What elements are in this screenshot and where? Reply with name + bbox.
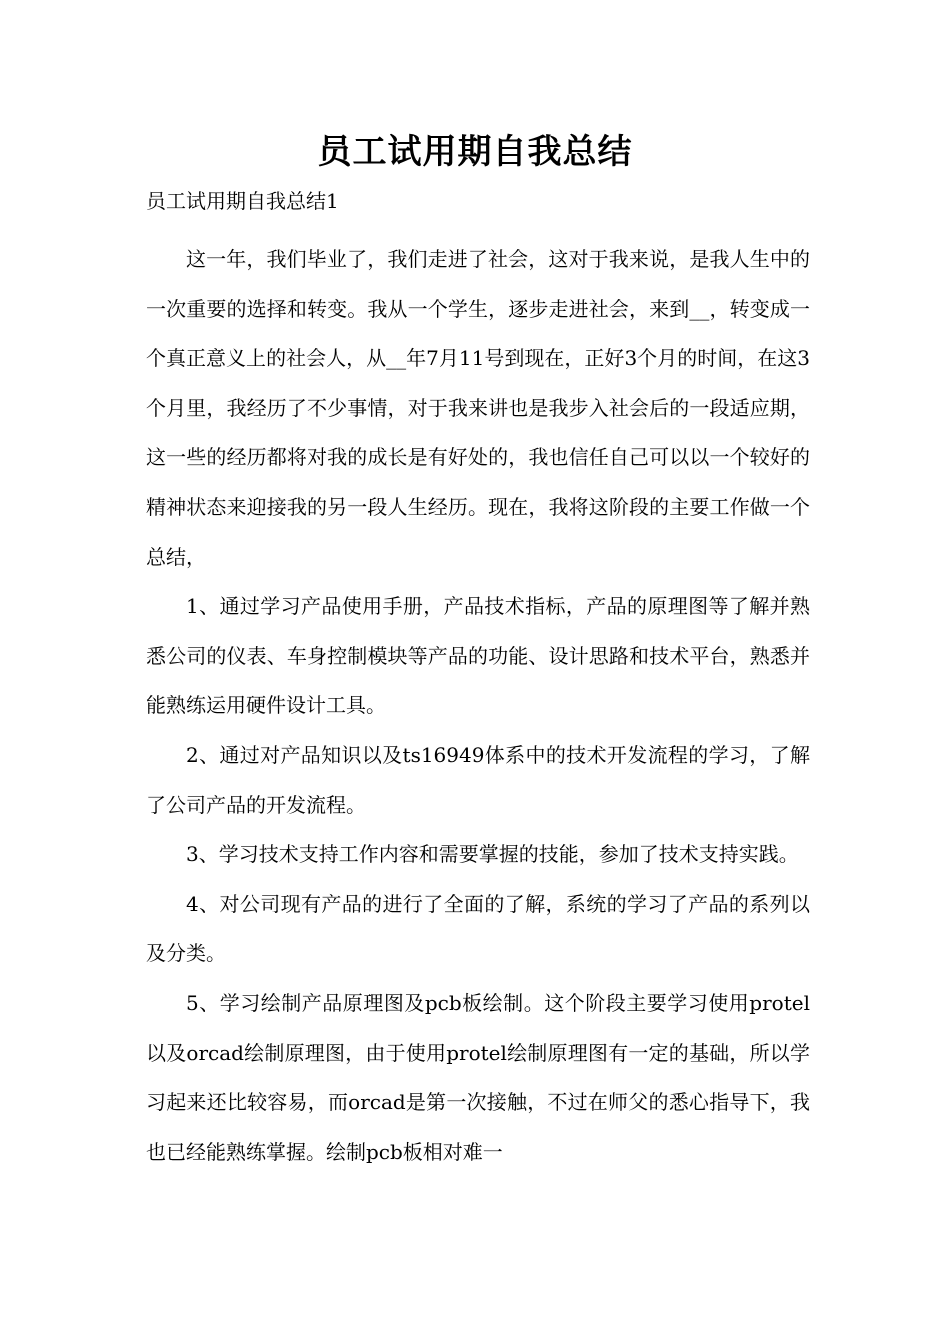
document-title: 员工试用期自我总结 <box>317 132 633 172</box>
paragraph-item-3: 3、学习技术支持工作内容和需要掌握的技能，参加了技术支持实践。 <box>186 842 799 867</box>
section-heading: 员工试用期自我总结1 <box>146 189 339 213</box>
paragraph-item-2: 2、通过对产品知识以及ts16949体系中的技术开发流程的学习，了解了公司产品的开发流程。 <box>146 742 810 817</box>
paragraph-item-5: 5、学习绘制产品原理图及pcb板绘制。这个阶段主要学习使用protel以及orcad绘制原理图，由于使用protel绘制原理图有一定的基础，所以学习起来还比较容易，而orcad是第一次接触，不过在师父的悉心指导下，我也已经能熟练掌握。绘制pcb板相对难一 <box>146 990 810 1164</box>
paragraph-intro: 这一年，我们毕业了，我们走进了社会，这对于我来说，是我人生中的一次重要的选择和转变。我从一个学生，逐步走进社会，来到__，转变成一个真正意义上的社会人，从__年7月11号到现在，正好3个月的时间，在这3个月里，我经历了不少事情，对于我来讲也是我步入社会后的一段适应期，这一些的经历都将对我的成长是有好处的，我也信任自己可以以一个较好的精神状态来迎接我的另一段人生经历。现在，我将这阶段的主要工作做一个总结， <box>146 247 810 569</box>
paragraph-item-4: 4、对公司现有产品的进行了全面的了解，系统的学习了产品的系列以及分类。 <box>146 891 810 966</box>
paragraph-item-1: 1、通过学习产品使用手册，产品技术指标，产品的原理图等了解并熟悉公司的仪表、车身控制模块等产品的功能、设计思路和技术平台，熟悉并能熟练运用硬件设计工具。 <box>146 594 810 718</box>
document-body <box>146 186 810 1177</box>
